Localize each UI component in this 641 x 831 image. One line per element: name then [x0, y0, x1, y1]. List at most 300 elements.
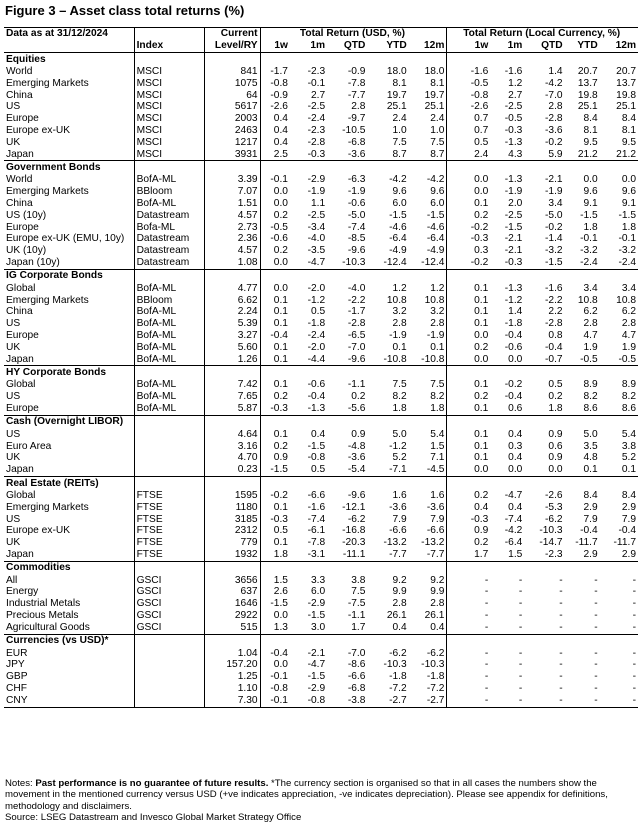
table-row [4, 149, 638, 161]
local-return-cell: 8.4 [621, 489, 636, 501]
table-row [4, 514, 638, 526]
local-return-cell: 4.3 [508, 148, 523, 160]
local-period-header: 1w [447, 40, 490, 53]
usd-return-cell: 26.1 [386, 610, 407, 622]
table-row [4, 222, 638, 234]
local-return-cell: -1.2 [504, 294, 523, 306]
local-return-cell: -2.6 [447, 101, 490, 113]
usd-return-cell: 9.9 [392, 586, 407, 598]
usd-return-cell: -4.5 [426, 464, 445, 476]
local-return-cell: 0.4 [508, 501, 523, 513]
usd-return-cell: -1.9 [426, 329, 445, 341]
row-index: FTSE [134, 502, 204, 514]
usd-return-cell: 1.6 [430, 489, 445, 501]
local-return-cell: - [600, 695, 638, 707]
row-label: Emerging Markets [6, 501, 89, 513]
local-return-cell: 4.8 [583, 452, 598, 464]
usd-return-cell: 2.7 [310, 89, 326, 101]
local-return-cell: -1.5 [504, 221, 523, 233]
local-return-cell: 0.1 [447, 441, 490, 453]
usd-return-cell: -2.8 [307, 136, 326, 148]
usd-return-cell: 3.0 [310, 621, 326, 633]
local-return-cell: -4.2 [504, 525, 523, 537]
row-index: Datastream [134, 245, 204, 257]
local-return-cell: 0.4 [447, 502, 490, 514]
local-return-cell: 0.1 [583, 464, 598, 476]
usd-return-cell: -3.5 [307, 245, 326, 257]
usd-return-cell: -10.8 [383, 353, 407, 365]
local-return-cell: 0.0 [447, 354, 490, 366]
local-return-cell: 0.7 [447, 125, 490, 137]
row-label: Europe [6, 113, 39, 125]
usd-return-cell: 2.8 [392, 318, 407, 330]
local-return-cell: - [594, 574, 598, 586]
local-return-cell: 2.2 [548, 306, 563, 318]
local-return-cell: - [594, 671, 598, 683]
table-row [4, 354, 638, 366]
local-return-cell: 0.1 [447, 283, 490, 295]
table-row [4, 245, 638, 257]
local-return-cell: - [559, 621, 563, 633]
local-return-cell: -0.2 [504, 379, 523, 391]
usd-return-cell: -1.8 [389, 671, 407, 683]
usd-return-cell: 0.5 [260, 525, 290, 537]
local-return-cell: -0.8 [447, 90, 490, 102]
local-return-cell: - [594, 659, 598, 671]
usd-return-cell: 3.8 [351, 574, 366, 586]
table-row [4, 586, 638, 598]
local-return-cell: -2.2 [545, 294, 563, 306]
row-label: China [6, 197, 33, 209]
table-row [4, 598, 638, 610]
local-return-cell: 2.4 [447, 149, 490, 161]
local-return-cell: -0.4 [504, 329, 523, 341]
usd-return-cell: 3.2 [392, 306, 407, 318]
section-header-row [4, 415, 638, 429]
local-return-cell: - [632, 574, 636, 586]
local-return-cell: - [632, 683, 636, 695]
usd-return-cell: -6.4 [426, 233, 445, 245]
local-return-cell: - [447, 671, 490, 683]
usd-return-cell: -4.9 [389, 245, 407, 257]
usd-period-header: QTD [327, 40, 367, 53]
usd-return-cell: -1.5 [307, 671, 326, 683]
table-row [4, 186, 638, 198]
row-index: BofA-ML [134, 198, 204, 210]
row-current-level: 1180 [204, 502, 260, 514]
local-period-header: 1m [490, 40, 524, 53]
section-header-row [4, 53, 638, 67]
usd-return-cell: 0.1 [392, 341, 407, 353]
local-return-cell: 0.9 [548, 428, 563, 440]
table-row [4, 622, 638, 634]
local-return-cell: - [518, 659, 523, 671]
usd-return-cell: 0.4 [260, 125, 290, 137]
local-return-cell: 0.1 [621, 464, 636, 476]
local-return-cell: - [447, 683, 490, 695]
table-row [4, 379, 638, 391]
usd-return-cell: -2.7 [409, 695, 447, 707]
usd-return-cell: -7.2 [389, 683, 407, 695]
table-row [4, 90, 638, 102]
row-label: Japan [6, 464, 34, 476]
local-return-cell: - [632, 659, 636, 671]
table-row [4, 391, 638, 403]
local-return-cell: - [594, 586, 598, 598]
row-index: GSCI [134, 610, 204, 622]
table-row [4, 502, 638, 514]
usd-return-cell: -0.5 [260, 222, 290, 234]
usd-return-cell: -20.3 [342, 537, 366, 549]
row-label: CHF [6, 683, 27, 695]
local-return-cell: -2.4 [618, 256, 636, 268]
local-return-cell: -0.5 [618, 353, 636, 365]
local-return-cell: 4.7 [621, 329, 636, 341]
local-return-cell: - [559, 659, 563, 671]
row-label: Japan [6, 548, 34, 560]
local-return-cell: 8.9 [621, 379, 636, 391]
usd-return-cell: -2.8 [347, 318, 366, 330]
usd-return-cell: 0.1 [260, 429, 290, 441]
row-current-level: 2.73 [204, 222, 260, 234]
usd-return-cell: -4.7 [307, 256, 326, 268]
row-current-level: 1075 [204, 78, 260, 90]
local-return-cell: 6.2 [583, 306, 598, 318]
usd-return-cell: 0.0 [260, 610, 290, 622]
notes-block [5, 778, 635, 823]
local-return-cell: 0.6 [548, 440, 563, 452]
local-return-cell: -2.1 [504, 233, 523, 245]
row-current-level: 4.70 [204, 452, 260, 464]
section-header-row [4, 161, 638, 175]
usd-return-cell: 1.0 [392, 124, 407, 136]
local-return-cell: -7.0 [545, 89, 563, 101]
local-return-cell: -3.2 [618, 245, 636, 257]
usd-return-cell: -11.1 [342, 548, 366, 560]
usd-return-cell: -4.8 [347, 440, 366, 452]
current-header-line2: Level/RY [204, 40, 260, 53]
local-return-cell: - [594, 621, 598, 633]
row-label: Energy [6, 586, 39, 598]
local-return-cell: -0.4 [618, 525, 636, 537]
local-return-cell: -7.4 [504, 513, 523, 525]
local-return-cell: -5.0 [545, 209, 563, 221]
row-index: Datastream [134, 257, 204, 269]
row-label: US [6, 513, 21, 525]
local-return-cell: 19.8 [616, 89, 636, 101]
usd-return-cell: 1.8 [260, 549, 290, 561]
usd-return-cell: -5.6 [347, 402, 366, 414]
usd-return-cell: -8.5 [347, 233, 366, 245]
usd-period-header: 1m [290, 40, 327, 53]
usd-return-cell: -7.4 [347, 221, 366, 233]
row-current-level: 64 [204, 90, 260, 102]
usd-return-cell: -7.8 [307, 537, 326, 549]
local-return-cell: - [632, 621, 636, 633]
usd-return-cell: 0.0 [260, 186, 290, 198]
row-index: MSCI [134, 149, 204, 161]
usd-return-cell: -2.0 [307, 341, 326, 353]
local-return-cell: - [559, 598, 563, 610]
row-index: BofA-ML [134, 174, 204, 186]
row-index [134, 452, 204, 464]
local-return-cell: 1.7 [447, 549, 490, 561]
usd-return-cell: -7.1 [389, 464, 407, 476]
row-index: FTSE [134, 490, 204, 502]
local-return-cell: -1.9 [504, 186, 523, 198]
local-return-cell: 25.1 [616, 101, 636, 113]
usd-period-header: 12m [409, 40, 447, 53]
local-return-cell: 8.4 [583, 113, 598, 125]
local-return-cell: 10.8 [616, 294, 636, 306]
usd-return-cell: 10.8 [424, 294, 445, 306]
local-return-cell: 4.7 [583, 329, 598, 341]
usd-return-cell: -1.1 [347, 379, 366, 391]
table-row [4, 659, 638, 671]
local-return-cell: 0.3 [508, 440, 523, 452]
local-return-cell: -3.2 [545, 245, 563, 257]
usd-return-cell: -3.6 [347, 148, 366, 160]
row-index: MSCI [134, 66, 204, 78]
local-return-cell: -0.7 [545, 353, 563, 365]
row-index: FTSE [134, 537, 204, 549]
row-index [134, 429, 204, 441]
local-return-cell: -11.7 [575, 537, 598, 549]
usd-return-cell: 0.5 [310, 464, 326, 476]
usd-return-cell: -2.9 [307, 174, 326, 186]
local-return-cell: 2.9 [621, 548, 636, 560]
usd-return-cell: 5.4 [430, 428, 445, 440]
usd-return-cell: 0.4 [310, 428, 326, 440]
row-label: Agricultural Goods [6, 621, 90, 633]
row-index: MSCI [134, 90, 204, 102]
usd-return-cell: 0.2 [260, 391, 290, 403]
row-current-level: 4.77 [204, 283, 260, 295]
usd-return-cell: 0.0 [260, 659, 290, 671]
section-title: Cash (Overnight LIBOR) [4, 415, 134, 429]
local-return-cell: 1.5 [508, 548, 523, 560]
row-current-level: 5.39 [204, 318, 260, 330]
local-return-cell: 0.9 [447, 525, 490, 537]
section-header-row [4, 269, 638, 283]
local-return-cell: -0.2 [545, 221, 563, 233]
usd-return-cell: 0.5 [310, 306, 326, 318]
row-current-level: 1217 [204, 137, 260, 149]
local-return-cell: 0.9 [548, 452, 563, 464]
local-return-cell: 8.4 [583, 489, 598, 501]
row-current-level: 1.25 [204, 671, 260, 683]
local-return-cell: 7.9 [583, 513, 598, 525]
usd-return-cell: 8.2 [430, 391, 445, 403]
row-current-level: 515 [204, 622, 260, 634]
local-return-cell: -4.7 [504, 489, 523, 501]
usd-return-cell: 1.1 [310, 197, 326, 209]
usd-return-cell: -10.8 [421, 353, 445, 365]
table-row [4, 318, 638, 330]
row-label: Europe ex-UK [6, 525, 70, 537]
usd-return-cell: 0.9 [351, 428, 366, 440]
local-return-cell: 0.0 [447, 464, 490, 476]
usd-return-cell: -2.3 [307, 124, 326, 136]
usd-return-cell: -1.5 [260, 598, 290, 610]
row-index [134, 441, 204, 453]
table-row [4, 113, 638, 125]
usd-return-cell: 19.7 [424, 89, 445, 101]
local-return-cell: -0.4 [545, 341, 563, 353]
usd-return-cell: -8.6 [347, 659, 366, 671]
row-current-level: 779 [204, 537, 260, 549]
usd-return-cell: 2.8 [430, 598, 445, 610]
local-return-cell: 0.1 [447, 318, 490, 330]
usd-return-cell: -2.3 [307, 66, 326, 77]
usd-return-cell: -0.8 [260, 683, 290, 695]
local-return-cell: -1.5 [618, 209, 636, 221]
usd-return-cell: 0.1 [260, 502, 290, 514]
local-return-cell: - [447, 586, 490, 598]
usd-return-cell: 2.5 [260, 149, 290, 161]
local-return-cell: -6.4 [504, 537, 523, 549]
local-return-cell: - [559, 683, 563, 695]
row-label: UK [6, 452, 21, 464]
table-row [4, 66, 638, 78]
row-index: FTSE [134, 549, 204, 561]
row-index: BofA-ML [134, 403, 204, 415]
local-return-cell: 0.0 [548, 464, 563, 476]
usd-return-cell: 1.6 [392, 489, 407, 501]
usd-return-cell: 7.5 [392, 379, 407, 391]
local-return-cell: -0.4 [580, 525, 598, 537]
usd-return-cell: -1.8 [307, 318, 326, 330]
row-label: UK [6, 537, 21, 549]
local-return-cell: 21.2 [577, 148, 598, 160]
row-index: GSCI [134, 575, 204, 587]
usd-return-cell: -3.6 [426, 501, 445, 513]
local-return-cell: -4.2 [545, 77, 563, 89]
local-return-cell: - [559, 610, 563, 622]
usd-return-cell: -0.4 [307, 391, 326, 403]
table-row [4, 464, 638, 476]
usd-return-cell: 9.6 [430, 186, 445, 198]
usd-return-cell: 9.2 [430, 574, 445, 586]
local-return-cell: 3.4 [583, 282, 598, 294]
local-return-cell: -2.5 [504, 209, 523, 221]
table-row [4, 306, 638, 318]
usd-return-cell: -6.2 [347, 513, 366, 525]
returns-table-body [4, 53, 638, 708]
local-return-cell: 8.9 [583, 379, 598, 391]
usd-return-cell: -9.7 [347, 113, 366, 125]
usd-return-cell: -2.1 [307, 647, 326, 659]
local-return-cell: 1.9 [583, 341, 598, 353]
local-return-cell: - [447, 575, 490, 587]
local-return-cell: 8.6 [583, 402, 598, 414]
usd-return-cell: 9.6 [392, 186, 407, 198]
usd-return-cell: -10.3 [421, 659, 445, 671]
local-return-cell: 2.8 [548, 101, 563, 113]
usd-return-cell: 1.8 [392, 402, 407, 414]
section-title: Commodities [4, 561, 134, 575]
local-return-cell: 13.7 [577, 77, 598, 89]
local-return-cell: 21.2 [616, 148, 636, 160]
local-return-cell: 0.7 [447, 113, 490, 125]
local-return-cell: 1.2 [508, 77, 523, 89]
usd-return-cell: -0.3 [260, 403, 290, 415]
local-return-cell: - [518, 621, 523, 633]
usd-return-cell: 10.8 [386, 294, 407, 306]
usd-return-cell: 0.9 [260, 452, 290, 464]
usd-return-cell: -5.4 [347, 464, 366, 476]
local-return-cell: - [447, 648, 490, 660]
usd-return-cell: -6.8 [347, 683, 366, 695]
row-label: JPY [6, 659, 25, 671]
row-label: Europe [6, 329, 39, 341]
table-row [4, 330, 638, 342]
usd-return-cell: -3.1 [307, 548, 326, 560]
local-return-cell: - [518, 683, 523, 695]
local-return-cell: -2.6 [545, 489, 563, 501]
usd-return-cell: -0.3 [260, 514, 290, 526]
row-index [134, 648, 204, 660]
usd-return-cell: -0.6 [260, 233, 290, 245]
row-label: China [6, 306, 33, 318]
usd-return-cell: -7.8 [347, 77, 366, 89]
row-index: BofA-ML [134, 379, 204, 391]
local-return-cell: - [632, 647, 636, 659]
local-return-cell: 0.1 [447, 452, 490, 464]
notes-disclaimer-bold: Past performance is no guarantee of future results. [35, 778, 269, 789]
usd-return-cell: -6.6 [307, 489, 326, 501]
local-return-cell: - [447, 659, 490, 671]
usd-return-cell: 0.4 [260, 137, 290, 149]
local-return-cell: - [559, 586, 563, 598]
row-label: Europe [6, 221, 39, 233]
local-return-cell: 0.1 [447, 295, 490, 307]
local-return-cell: - [594, 610, 598, 622]
local-return-cell: - [447, 598, 490, 610]
local-return-cell: -0.3 [504, 124, 523, 136]
usd-return-cell: 9.9 [430, 586, 445, 598]
local-return-cell: 20.7 [616, 66, 636, 77]
row-label: Global [6, 379, 36, 391]
usd-return-cell: -6.6 [426, 525, 445, 537]
local-return-cell: 0.3 [447, 245, 490, 257]
local-return-cell: - [632, 586, 636, 598]
local-return-cell: -2.4 [580, 256, 598, 268]
local-return-cell: -0.3 [504, 256, 523, 268]
row-current-level: 1.08 [204, 257, 260, 269]
usd-return-cell: 0.1 [430, 341, 445, 353]
usd-return-cell: 5.2 [392, 452, 407, 464]
usd-return-cell: 0.1 [260, 537, 290, 549]
row-current-level: 1.51 [204, 198, 260, 210]
usd-return-cell: 1.5 [430, 440, 445, 452]
usd-return-cell: -0.2 [260, 490, 290, 502]
local-return-cell: -1.3 [504, 282, 523, 294]
usd-return-cell: -1.5 [389, 209, 407, 221]
usd-return-cell: 1.8 [430, 402, 445, 414]
row-label: Euro Area [6, 440, 52, 452]
local-group-header: Total Return (Local Currency, %) [447, 28, 638, 41]
usd-return-cell: -2.7 [367, 695, 408, 707]
table-row [4, 295, 638, 307]
row-label: Europe ex-UK [6, 124, 70, 136]
local-return-cell: -0.4 [504, 391, 523, 403]
usd-return-cell: 0.4 [392, 621, 407, 633]
row-label: US [6, 101, 21, 113]
usd-return-cell: -13.2 [383, 537, 407, 549]
usd-return-cell: -1.9 [389, 329, 407, 341]
local-return-cell: - [524, 695, 564, 707]
